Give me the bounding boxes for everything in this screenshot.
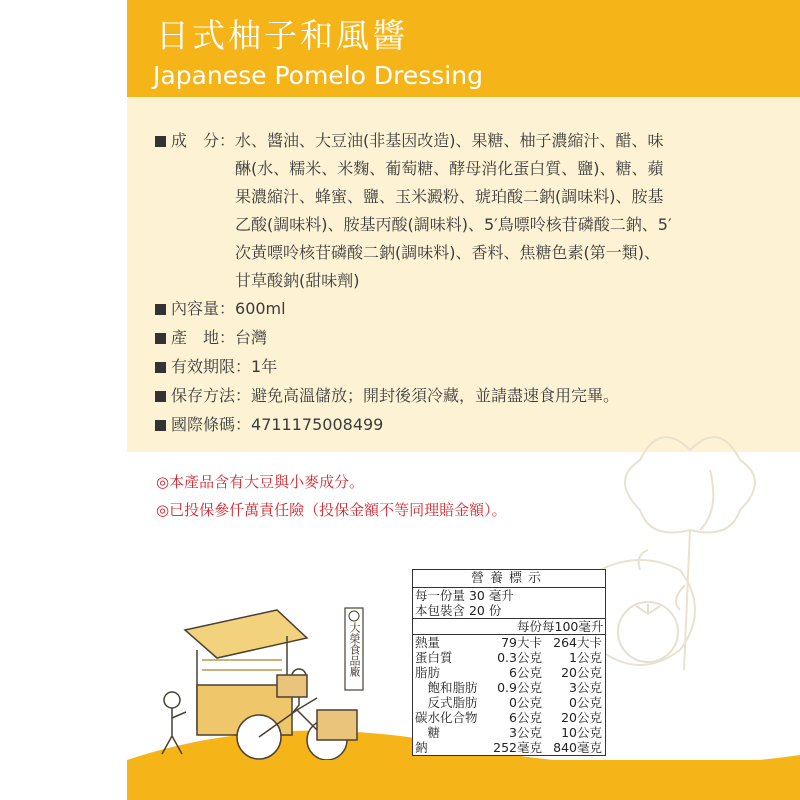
bullet-icon	[155, 382, 171, 411]
bullet-icon	[155, 411, 171, 440]
bullet-icon	[155, 127, 171, 295]
product-title-chinese: 日式柚子和風醬	[156, 16, 408, 55]
info-value: 避免高溫儲放；開封後須冷藏，並請盡速食用完畢。	[251, 386, 620, 405]
nutrient-per-100ml: 1公克	[569, 650, 602, 665]
nutrition-row	[413, 680, 605, 695]
nutrient-name: 糖	[415, 725, 441, 740]
nutrient-per-100ml: 840毫克	[553, 740, 602, 755]
bullet-icon	[155, 295, 171, 324]
info-key: 保存方法：	[171, 386, 252, 405]
shop-sign-text: 大榮食品廠	[348, 622, 361, 677]
nutrition-header	[413, 619, 605, 635]
nutrient-name: 碳水化合物	[415, 710, 478, 725]
nutrient-per-100ml: 0公克	[569, 695, 602, 710]
nutrition-row	[413, 665, 605, 680]
tomato-illustration	[608, 590, 688, 670]
nutrition-facts-table	[412, 569, 606, 756]
nutrient-per-100ml: 10公克	[561, 725, 602, 740]
nutrient-name: 熱量	[415, 635, 441, 650]
nutrition-row	[413, 725, 605, 740]
nutrition-row	[413, 650, 605, 665]
nutrient-per-serving: 6公克	[509, 665, 542, 680]
nutrient-per-100ml: 3公克	[569, 680, 602, 695]
product-info	[155, 127, 675, 440]
info-row-storage	[155, 382, 675, 411]
servings-per-package: 本包裝含 20 份	[413, 603, 605, 619]
nutrient-per-serving: 0公克	[509, 695, 542, 710]
allergen-note: ◎本產品含有大豆與小麥成分。	[156, 473, 365, 491]
nutrient-name: 飽和脂肪	[415, 680, 478, 695]
info-row-ingredients	[155, 127, 675, 295]
header-per-serving: 每份	[516, 619, 542, 634]
nutrient-per-serving: 0.9公克	[497, 680, 542, 695]
nutrition-rows	[413, 635, 605, 755]
nutrient-per-100ml: 20公克	[561, 665, 602, 680]
info-key: 內容量：	[171, 299, 236, 318]
info-value: 4711175008499	[251, 415, 384, 434]
nutrient-per-serving: 3公克	[509, 725, 542, 740]
nutrient-per-serving: 79大卡	[501, 635, 542, 650]
info-key: 成 分：	[171, 131, 236, 150]
info-value: 600ml	[235, 299, 286, 318]
info-value: 台灣	[235, 328, 268, 347]
insurance-note: ◎已投保參仟萬責任險（投保金額不等同理賠金額）。	[156, 501, 507, 519]
nutrition-row	[413, 635, 605, 650]
info-key: 有效期限：	[171, 357, 252, 376]
bottom-band	[127, 760, 800, 800]
nutrition-row	[413, 740, 605, 755]
product-title-english: Japanese Pomelo Dressing	[153, 61, 483, 90]
info-key: 國際條碼：	[171, 415, 252, 434]
nutrition-row	[413, 695, 605, 710]
info-row-barcode	[155, 411, 675, 440]
nutrient-name: 蛋白質	[415, 650, 453, 665]
bullet-icon	[155, 353, 171, 382]
nutrient-name: 脂肪	[415, 665, 441, 680]
food-cart-illustration	[127, 590, 407, 765]
bullet-icon	[155, 324, 171, 353]
nutrition-row	[413, 710, 605, 725]
info-row-shelf-life	[155, 353, 675, 382]
nutrient-per-serving: 6公克	[509, 710, 542, 725]
info-value: 1年	[251, 357, 278, 376]
nutrient-per-100ml: 264大卡	[553, 635, 602, 650]
info-key: 產 地：	[171, 328, 236, 347]
header-per-100ml: 每100毫升	[542, 619, 604, 634]
nutrient-per-serving: 252毫克	[493, 740, 542, 755]
nutrient-name: 反式脂肪	[415, 695, 478, 710]
info-row-origin	[155, 324, 675, 353]
nutrition-caption: 營養標示	[413, 570, 605, 588]
header-spacer	[413, 619, 492, 634]
nutrient-per-100ml: 20公克	[561, 710, 602, 725]
nutrient-name: 鈉	[415, 740, 428, 755]
info-row-volume	[155, 295, 675, 324]
nutrient-per-serving: 0.3公克	[497, 650, 542, 665]
info-value: 水、醬油、大豆油(非基因改造)、果糖、柚子濃縮汁、醋、味醂(水、糯米、米麴、葡萄糖、酵母消化蛋白質、鹽)、糖、蘋果濃縮汁、蜂蜜、鹽、玉米澱粉、琥珀酸二鈉(調味料)、胺基乙酸(調味料)、胺基丙酸(調味料)、5′鳥嘌呤核苷磷酸二鈉、5′次黃嘌呤核苷磷酸二鈉(調味料)、香料、焦糖色素(第一類)、甘草酸鈉(甜味劑)	[235, 131, 672, 290]
serving-size: 每一份量 30 毫升	[415, 588, 514, 603]
